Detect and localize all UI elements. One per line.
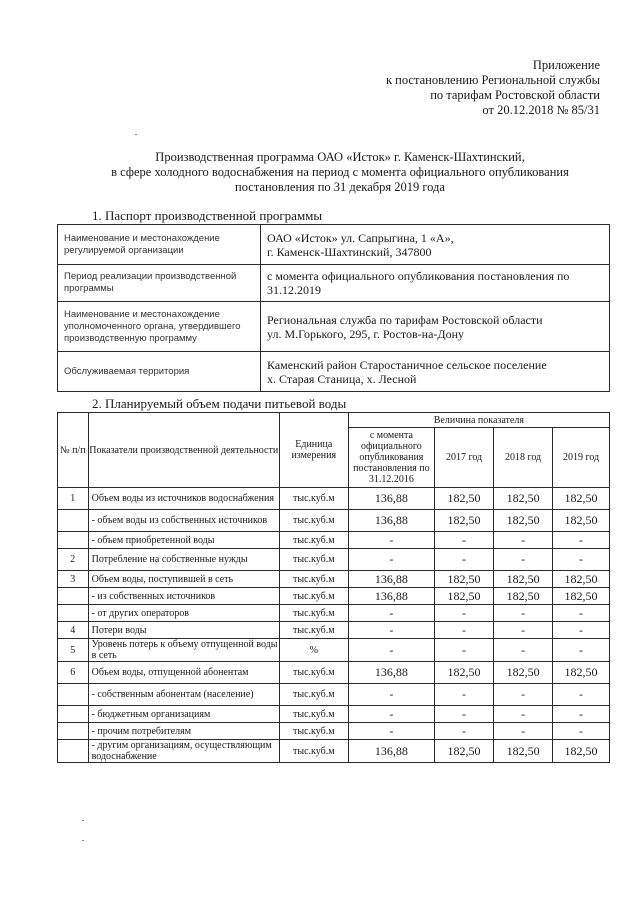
row-unit: тыс.куб.м xyxy=(279,662,348,684)
row-value-2019: 182,50 xyxy=(553,662,610,684)
row-number: 6 xyxy=(58,662,89,684)
row-value-2018: 182,50 xyxy=(494,488,553,510)
row-value-period: 136,88 xyxy=(348,588,434,605)
row-indicator: Объем воды, поступившей в сеть xyxy=(88,571,279,588)
passport-value xyxy=(261,302,610,352)
row-unit: тыс.куб.м xyxy=(279,532,348,549)
header-2018: 2018 год xyxy=(494,428,553,488)
passport-value-line: с момента официального опубликования постановления по xyxy=(267,269,570,283)
row-value-2017: 182,50 xyxy=(435,510,494,532)
row-unit: тыс.куб.м xyxy=(279,605,348,622)
table-row xyxy=(58,225,610,265)
row-value-period: - xyxy=(348,684,434,706)
header-2019: 2019 год xyxy=(553,428,610,488)
appendix-block xyxy=(386,58,600,118)
row-value-2017: - xyxy=(435,723,494,740)
row-indicator: - прочим потребителям xyxy=(88,723,279,740)
row-value-2017: - xyxy=(435,684,494,706)
row-value-2019: 182,50 xyxy=(553,588,610,605)
table-row xyxy=(58,510,610,532)
row-unit: тыс.куб.м xyxy=(279,510,348,532)
row-value-2018: - xyxy=(494,549,553,571)
passport-value-line: г. Каменск-Шахтинский, 347800 xyxy=(267,244,432,259)
row-value-2018: - xyxy=(494,684,553,706)
row-number: 4 xyxy=(58,622,89,639)
title-line: в сфере холодного водоснабжения на период с момента официального опубликования xyxy=(111,165,569,179)
table-row xyxy=(58,532,610,549)
row-indicator: Объем воды из источников водоснабжения xyxy=(88,488,279,510)
table-row xyxy=(58,488,610,510)
row-value-2017: 182,50 xyxy=(435,740,494,763)
passport-value xyxy=(261,225,610,265)
row-value-2017: 182,50 xyxy=(435,488,494,510)
scan-speck xyxy=(82,840,84,841)
passport-value xyxy=(261,265,610,302)
row-value-2019: 182,50 xyxy=(553,488,610,510)
row-value-period: 136,88 xyxy=(348,662,434,684)
row-unit: тыс.куб.м xyxy=(279,706,348,723)
title-line: постановления по 31 декабря 2019 года xyxy=(235,180,445,194)
row-value-2018: - xyxy=(494,532,553,549)
row-value-2019: - xyxy=(553,549,610,571)
row-value-2019: - xyxy=(553,639,610,662)
row-indicator: - из собственных источников xyxy=(88,588,279,605)
row-number xyxy=(58,740,89,763)
row-value-2017: - xyxy=(435,706,494,723)
row-number: 1 xyxy=(58,488,89,510)
row-value-2018: - xyxy=(494,605,553,622)
row-value-2019: 182,50 xyxy=(553,510,610,532)
table-row xyxy=(58,639,610,662)
passport-value xyxy=(261,352,610,392)
passport-value-line: ул. М.Горького, 295, г. Ростов-на-Дону xyxy=(267,326,464,341)
table-row xyxy=(58,265,610,302)
table-row xyxy=(58,684,610,706)
row-value-2017: 182,50 xyxy=(435,588,494,605)
row-value-period: 136,88 xyxy=(348,488,434,510)
row-number: 2 xyxy=(58,549,89,571)
table-row xyxy=(58,588,610,605)
passport-value-line: ОАО «Исток» ул. Сапрыгина, 1 «А», xyxy=(267,230,454,245)
row-value-2017: - xyxy=(435,532,494,549)
row-value-2017: - xyxy=(435,549,494,571)
row-value-period: - xyxy=(348,639,434,662)
row-indicator: - объем приобретенной воды xyxy=(88,532,279,549)
row-value-2018: 182,50 xyxy=(494,588,553,605)
row-number: 3 xyxy=(58,571,89,588)
row-indicator: Потребление на собственные нужды xyxy=(88,549,279,571)
appendix-line: Приложение xyxy=(532,58,600,72)
row-value-2019: 182,50 xyxy=(553,740,610,763)
row-value-2018: - xyxy=(494,706,553,723)
table-row xyxy=(58,706,610,723)
row-value-2018: 182,50 xyxy=(494,740,553,763)
row-value-period: - xyxy=(348,605,434,622)
row-value-period: - xyxy=(348,622,434,639)
row-value-period: - xyxy=(348,549,434,571)
row-indicator: - собственным абонентам (население) xyxy=(88,684,279,706)
table-row xyxy=(58,549,610,571)
header-2017: 2017 год xyxy=(435,428,494,488)
passport-value-line: Региональная служба по тарифам Ростовской области xyxy=(267,312,543,327)
row-indicator: Потери воды xyxy=(88,622,279,639)
row-number xyxy=(58,723,89,740)
row-indicator: - другим организациям, осуществляющим водоснабжение xyxy=(88,740,279,763)
row-number xyxy=(58,706,89,723)
row-value-2018: - xyxy=(494,622,553,639)
row-unit: тыс.куб.м xyxy=(279,588,348,605)
row-value-2019: - xyxy=(553,622,610,639)
passport-value-line: Каменский район Старостаничное сельское поселение xyxy=(267,357,547,372)
passport-table xyxy=(57,224,610,392)
row-indicator: - объем воды из собственных источников xyxy=(88,510,279,532)
row-indicator: Уровень потерь к объему отпущенной воды в сеть xyxy=(88,639,279,662)
row-value-2017: 182,50 xyxy=(435,662,494,684)
row-value-period: 136,88 xyxy=(348,740,434,763)
document-title xyxy=(60,150,620,195)
header-period: с момента официального опубликования постановления по 31.12.2016 xyxy=(348,428,434,488)
header-num: № п/п xyxy=(58,413,89,488)
scan-speck xyxy=(82,820,84,821)
row-value-period: - xyxy=(348,723,434,740)
header-indicator: Показатели производственной деятельности xyxy=(88,413,279,488)
row-unit: тыс.куб.м xyxy=(279,684,348,706)
row-number xyxy=(58,605,89,622)
title-line: Производственная программа ОАО «Исток» г. Каменск-Шахтинский, xyxy=(155,150,525,164)
row-value-2019: - xyxy=(553,605,610,622)
appendix-line: по тарифам Ростовской области xyxy=(430,88,600,102)
row-value-2019: - xyxy=(553,723,610,740)
row-value-period: 136,88 xyxy=(348,571,434,588)
row-unit: тыс.куб.м xyxy=(279,740,348,763)
passport-value-line: 31.12.2019 xyxy=(267,283,321,297)
passport-label: Наименование и местонахождение уполномоченного органа, утвердившего производственную программу xyxy=(58,302,261,352)
row-value-2019: - xyxy=(553,684,610,706)
row-number: 5 xyxy=(58,639,89,662)
row-value-2018: 182,50 xyxy=(494,571,553,588)
scan-speck xyxy=(135,134,137,135)
row-value-2017: - xyxy=(435,639,494,662)
row-number xyxy=(58,588,89,605)
row-value-2017: - xyxy=(435,605,494,622)
row-indicator: Объем воды, отпущенной абонентам xyxy=(88,662,279,684)
row-number xyxy=(58,532,89,549)
volume-heading: 2. Планируемый объем подачи питьевой воды xyxy=(92,396,347,411)
passport-value-line: х. Старая Станица, х. Лесной xyxy=(267,371,417,386)
header-value-group: Величина показателя xyxy=(348,413,609,428)
row-unit: тыс.куб.м xyxy=(279,488,348,510)
appendix-line: к постановлению Региональной службы xyxy=(385,73,600,87)
row-value-2019: 182,50 xyxy=(553,571,610,588)
row-unit: тыс.куб.м xyxy=(279,622,348,639)
table-row xyxy=(58,662,610,684)
row-value-period: 136,88 xyxy=(348,510,434,532)
row-value-2018: - xyxy=(494,723,553,740)
row-unit: тыс.куб.м xyxy=(279,549,348,571)
volume-table xyxy=(57,412,610,763)
table-row xyxy=(58,605,610,622)
appendix-line: от 20.12.2018 № 85/31 xyxy=(482,103,600,117)
table-row xyxy=(58,723,610,740)
row-value-period: - xyxy=(348,706,434,723)
row-value-2018: - xyxy=(494,639,553,662)
row-value-2019: - xyxy=(553,532,610,549)
row-number xyxy=(58,510,89,532)
passport-label: Период реализации производственной программы xyxy=(58,265,261,302)
row-unit: тыс.куб.м xyxy=(279,571,348,588)
table-row xyxy=(58,571,610,588)
row-indicator: - от других операторов xyxy=(88,605,279,622)
row-unit: % xyxy=(279,639,348,662)
row-value-2017: - xyxy=(435,622,494,639)
passport-label: Обслуживаемая территория xyxy=(58,352,261,392)
table-header-row xyxy=(58,413,610,428)
table-row xyxy=(58,740,610,763)
passport-label: Наименование и местонахождение регулируемой организации xyxy=(58,225,261,265)
row-value-2019: - xyxy=(553,706,610,723)
table-row xyxy=(58,352,610,392)
row-value-period: - xyxy=(348,532,434,549)
header-unit: Единица измерения xyxy=(279,413,348,488)
passport-heading: 1. Паспорт производственной программы xyxy=(92,208,323,223)
row-unit: тыс.куб.м xyxy=(279,723,348,740)
row-value-2017: 182,50 xyxy=(435,571,494,588)
row-indicator: - бюджетным организациям xyxy=(88,706,279,723)
table-row xyxy=(58,622,610,639)
row-number xyxy=(58,684,89,706)
row-value-2018: 182,50 xyxy=(494,510,553,532)
table-row xyxy=(58,302,610,352)
row-value-2018: 182,50 xyxy=(494,662,553,684)
